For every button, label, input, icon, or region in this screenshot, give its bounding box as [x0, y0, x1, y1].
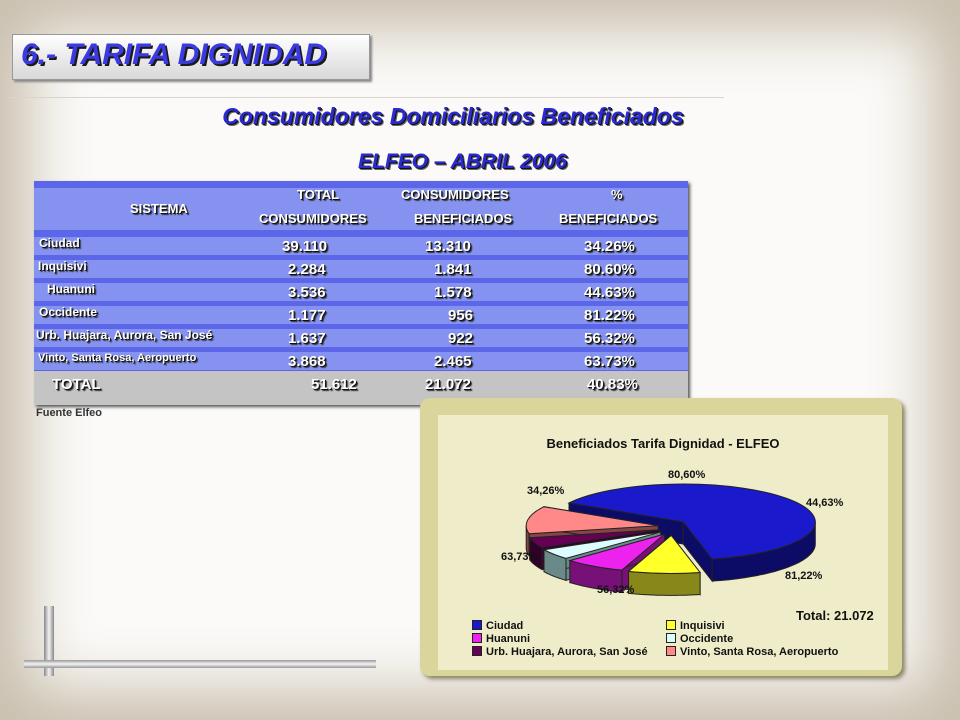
legend-swatch: [472, 633, 482, 643]
header-total-2: CONSUMIDORES: [259, 211, 367, 226]
legend-swatch: [666, 633, 676, 643]
legend-item-occidente: Occidente: [666, 633, 733, 645]
row-sistema: Huanuni: [47, 282, 95, 296]
row-pct: 81.22%: [584, 307, 635, 324]
row-sistema: Urb. Huajara, Aurora, San José: [36, 328, 213, 342]
header-sistema: SISTEMA: [130, 201, 188, 216]
total-pct: 40.83%: [587, 376, 638, 393]
row-benef: 13.310: [425, 238, 471, 255]
total-value: 51.612: [311, 376, 357, 393]
data-label-ciudad: 34,26%: [527, 485, 565, 497]
row-sistema: Ciudad: [39, 236, 80, 250]
row-total: 2.284: [288, 261, 326, 278]
legend-swatch: [472, 620, 482, 630]
data-label-huanuni: 44,63%: [806, 497, 844, 509]
row-total: 3.536: [288, 284, 326, 301]
data-label-urb: 56,32%: [597, 584, 635, 596]
total-benef: 21.072: [425, 376, 471, 393]
row-sistema: Inquisivi: [38, 259, 87, 273]
total-label: TOTAL: [52, 376, 101, 393]
chart-title: Beneficiados Tarifa Dignidad - ELFEO: [546, 436, 780, 451]
slide-subtitle: Consumidores Domiciliarios Beneficiados: [222, 103, 684, 129]
slide-subsubtitle: ELFEO – ABRIL 2006: [358, 150, 567, 173]
header-pct-1: %: [611, 187, 623, 202]
source-note: Fuente Elfeo: [36, 407, 103, 419]
row-pct: 63.73%: [584, 353, 635, 370]
data-label-occidente: 81,22%: [785, 570, 823, 582]
legend-swatch: [666, 620, 676, 630]
header-total-1: TOTAL: [297, 187, 340, 202]
legend-item-ciudad: Ciudad: [472, 620, 523, 632]
section-title: 6.- TARIFA DIGNIDAD: [21, 38, 326, 71]
row-benef: 2.465: [434, 353, 472, 370]
data-label-vinto: 63,73%: [501, 551, 539, 563]
row-pct: 56.32%: [584, 330, 635, 347]
row-total: 1.177: [288, 307, 326, 324]
legend-item-urb: Urb. Huajara, Aurora, San José: [472, 646, 648, 658]
legend-swatch: [666, 646, 676, 656]
row-total: 1.637: [288, 330, 326, 347]
row-pct: 80.60%: [584, 261, 635, 278]
row-total: 3.868: [288, 353, 326, 370]
legend-item-huanuni: Huanuni: [472, 633, 530, 645]
row-benef: 1.578: [434, 284, 472, 301]
row-benef: 956: [448, 307, 474, 324]
row-sistema: Occidente: [39, 305, 98, 319]
chart-total-label: Total: 21.072: [796, 608, 874, 623]
row-benef: 1.841: [434, 261, 472, 278]
data-label-inquisivi: 80,60%: [668, 469, 706, 481]
header-benef-1: CONSUMIDORES: [401, 187, 509, 202]
row-pct: 44.63%: [584, 284, 635, 301]
header-pct-2: BENEFICIADOS: [559, 211, 658, 226]
header-benef-2: BENEFICIADOS: [414, 211, 513, 226]
row-sistema: Vinto, Santa Rosa, Aeropuerto: [38, 352, 197, 364]
legend-item-vinto: Vinto, Santa Rosa, Aeropuerto: [666, 646, 838, 658]
row-benef: 922: [448, 330, 474, 347]
legend-item-inquisivi: Inquisivi: [666, 620, 725, 632]
row-pct: 34.26%: [584, 238, 635, 255]
row-total: 39.110: [282, 238, 328, 255]
legend-swatch: [472, 646, 482, 656]
